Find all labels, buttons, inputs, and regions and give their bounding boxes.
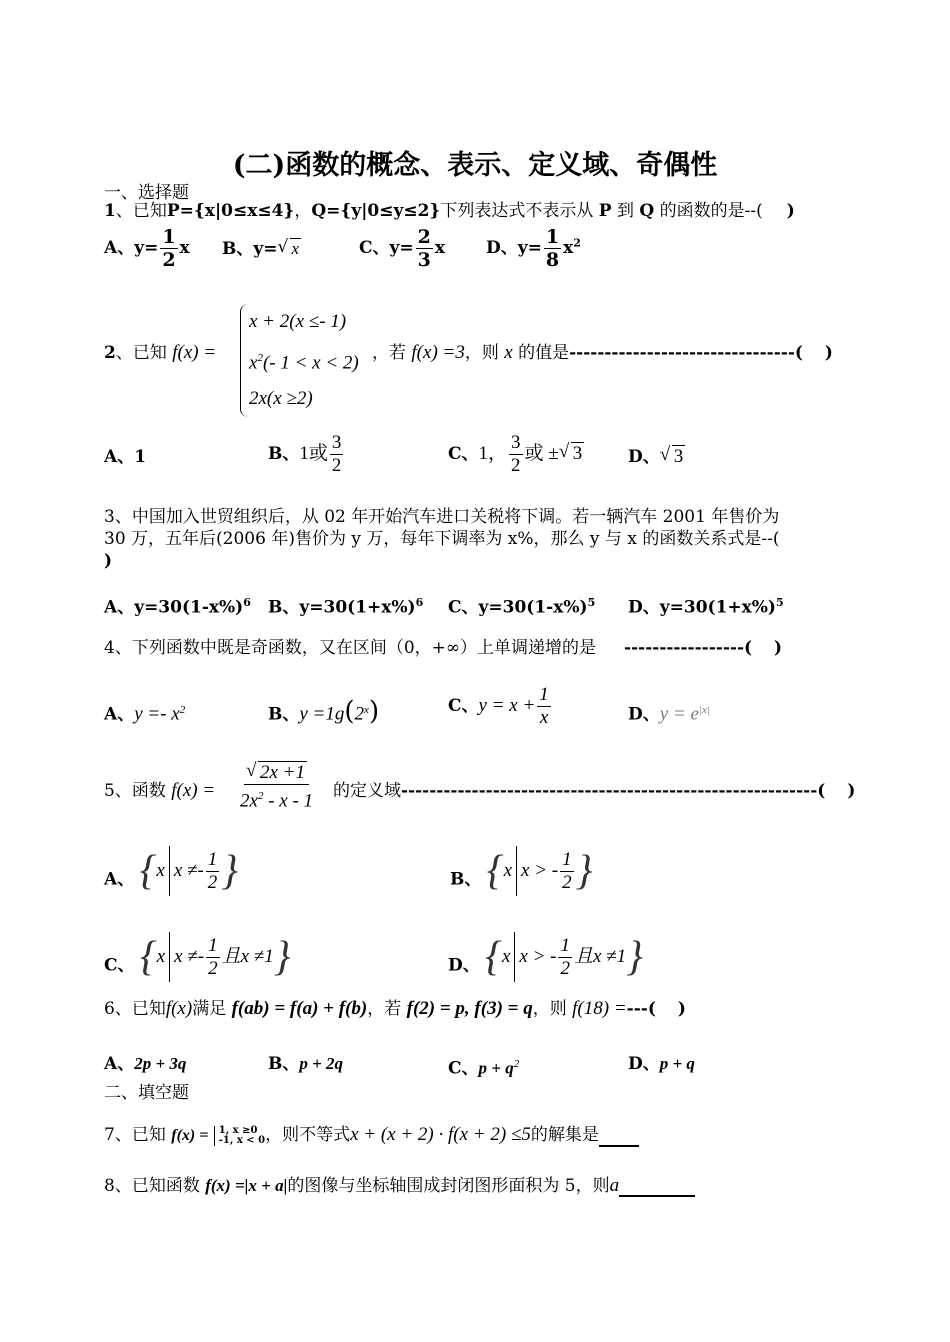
fraction: $\frac{3}{2}$: [331, 432, 342, 476]
question-6-option-a: A、2p + 3q: [104, 1054, 187, 1074]
question-5-fraction: √ 2x +1 $2x^2$ - x - 1: [240, 760, 314, 812]
question-5-option-d: D、 { x x > - $\frac{1}{2}$ 且x ≠1 }: [448, 934, 643, 980]
page-title: (二)函数的概念、表示、定义域、奇偶性: [232, 150, 718, 181]
fraction: $\frac{2}{3}$: [417, 226, 431, 271]
question-6: 6、已知f(x)满足 f(ab) = f(a) + f(b)，若 f(2) = p, f(3) = q，则 f(18) =---( ): [104, 998, 686, 1019]
sqrt: √ 3: [558, 441, 583, 464]
question-3-option-a: A、$y=30(1-x\%)^6$: [104, 596, 251, 618]
fraction: $\frac{1}{x}$: [539, 684, 549, 728]
question-4-option-d: D、$y = e^{|x|}$: [628, 703, 710, 725]
question-1-option-c: C、y= $\frac{2}{3}$ x: [359, 226, 446, 271]
sqrt: √ 3: [659, 444, 684, 467]
question-5-option-b: B、 { x x > - $\frac{1}{2}$ }: [450, 848, 593, 894]
question-1-option-b: B、y= √ x: [222, 237, 300, 259]
fraction: $\frac{1}{8}$: [545, 226, 560, 271]
set-builder: { x x > - $\frac{1}{2}$ }: [486, 848, 593, 894]
question-3-line-2: 30 万，五年后(2006 年)售价为 y 万，每年下调率为 x%，那么 y 与 x 的函数关系式是--(: [104, 529, 780, 549]
set-builder: { x x ≠- $\frac{1}{2}$ 且x ≠1 }: [139, 934, 291, 980]
piecewise-system: 1, x ≥0 -1, x < 0: [214, 1126, 265, 1146]
set-builder: { x x ≠- $\frac{1}{2}$ }: [139, 848, 239, 894]
answer-blank[interactable]: [619, 1195, 695, 1197]
question-5-option-a: A、 { x x ≠- $\frac{1}{2}$ }: [104, 848, 239, 894]
question-5-lead: 5、函数 f(x) =: [104, 780, 216, 801]
question-1-option-a: A、y= $\frac{1}{2}$ x: [104, 226, 190, 271]
set-builder: { x x > - $\frac{1}{2}$ 且x ≠1 }: [485, 934, 643, 980]
question-2-option-b: B、1或 $\frac{3}{2}$: [268, 432, 342, 476]
question-3-line-3: ): [104, 551, 113, 571]
question-3-line-1: 3、中国加入世贸组织后，从 02 年开始汽车进口关税将下调。若一辆汽车 2001 年售价为: [104, 507, 780, 527]
question-4-option-a: A、$y =- x^2$: [104, 703, 186, 725]
section-heading-choice: 一、选择题: [104, 183, 189, 203]
question-2-lead: 2、已知 f(x) =: [104, 342, 217, 363]
section-heading-fill: 二、填空题: [104, 1083, 189, 1103]
question-3-option-b: B、$y=30(1+x\%)^6$: [268, 596, 424, 618]
fraction: $\frac{3}{2}$: [511, 432, 521, 476]
question-5-tail: 的定义域-----------------------------------------------------------( ): [333, 781, 856, 801]
question-4: 4、下列函数中既是奇函数，又在区间（0，+∞）上单调递增的是 -----------------( ): [104, 638, 783, 658]
question-2-option-a: A、1: [104, 447, 147, 467]
question-2-option-d: D、 √ 3: [628, 444, 684, 467]
question-1-option-d: D、y= $\frac{1}{8}$ $x^2$: [486, 226, 581, 271]
question-2-tail: ，若 f(x) =3，则 x 的值是--------------------------------( ): [372, 342, 833, 363]
question-3-option-c: C、$y=30(1-x\%)^5$: [448, 596, 596, 618]
fraction: $\frac{1}{2}$: [162, 226, 176, 271]
question-4-option-c: C、y = x + $\frac{1}{x}$: [448, 684, 549, 728]
question-1: 1、已知P={x|0≤x≤4}，Q={y|0≤y≤2}下列表达式不表示从 P 到 Q 的函数的是--( ): [104, 201, 795, 221]
sqrt: √ x: [277, 237, 300, 258]
question-3-option-d: D、$y=30(1+x\%)^5$: [628, 596, 784, 618]
piecewise-system: x + 2(x ≤- 1) $x^2(-$ 1 < x < 2) 2x(x ≥2): [240, 304, 359, 417]
answer-blank[interactable]: [599, 1145, 639, 1147]
question-2-option-c: C、1， $\frac{3}{2}$ 或 ± √ 3: [448, 432, 583, 476]
question-8: 8、已知函数 f(x) =|x + a|的图像与坐标轴围成封闭图形面积为 5，则a: [104, 1175, 695, 1197]
question-6-option-c: C、$p + q^2$: [448, 1058, 520, 1079]
question-7: 7、已知 f(x) = 1, x ≥0 -1, x < 0 ，则不等式x + (x + 2) · f(x + 2) ≤5的解集是: [104, 1124, 639, 1147]
question-6-option-d: D、p + q: [628, 1054, 695, 1074]
question-6-option-b: B、p + 2q: [268, 1054, 344, 1074]
question-5-option-c: C、 { x x ≠- $\frac{1}{2}$ 且x ≠1 }: [104, 934, 291, 980]
question-4-option-b: B、$y =1g(2^x)$: [268, 696, 380, 727]
